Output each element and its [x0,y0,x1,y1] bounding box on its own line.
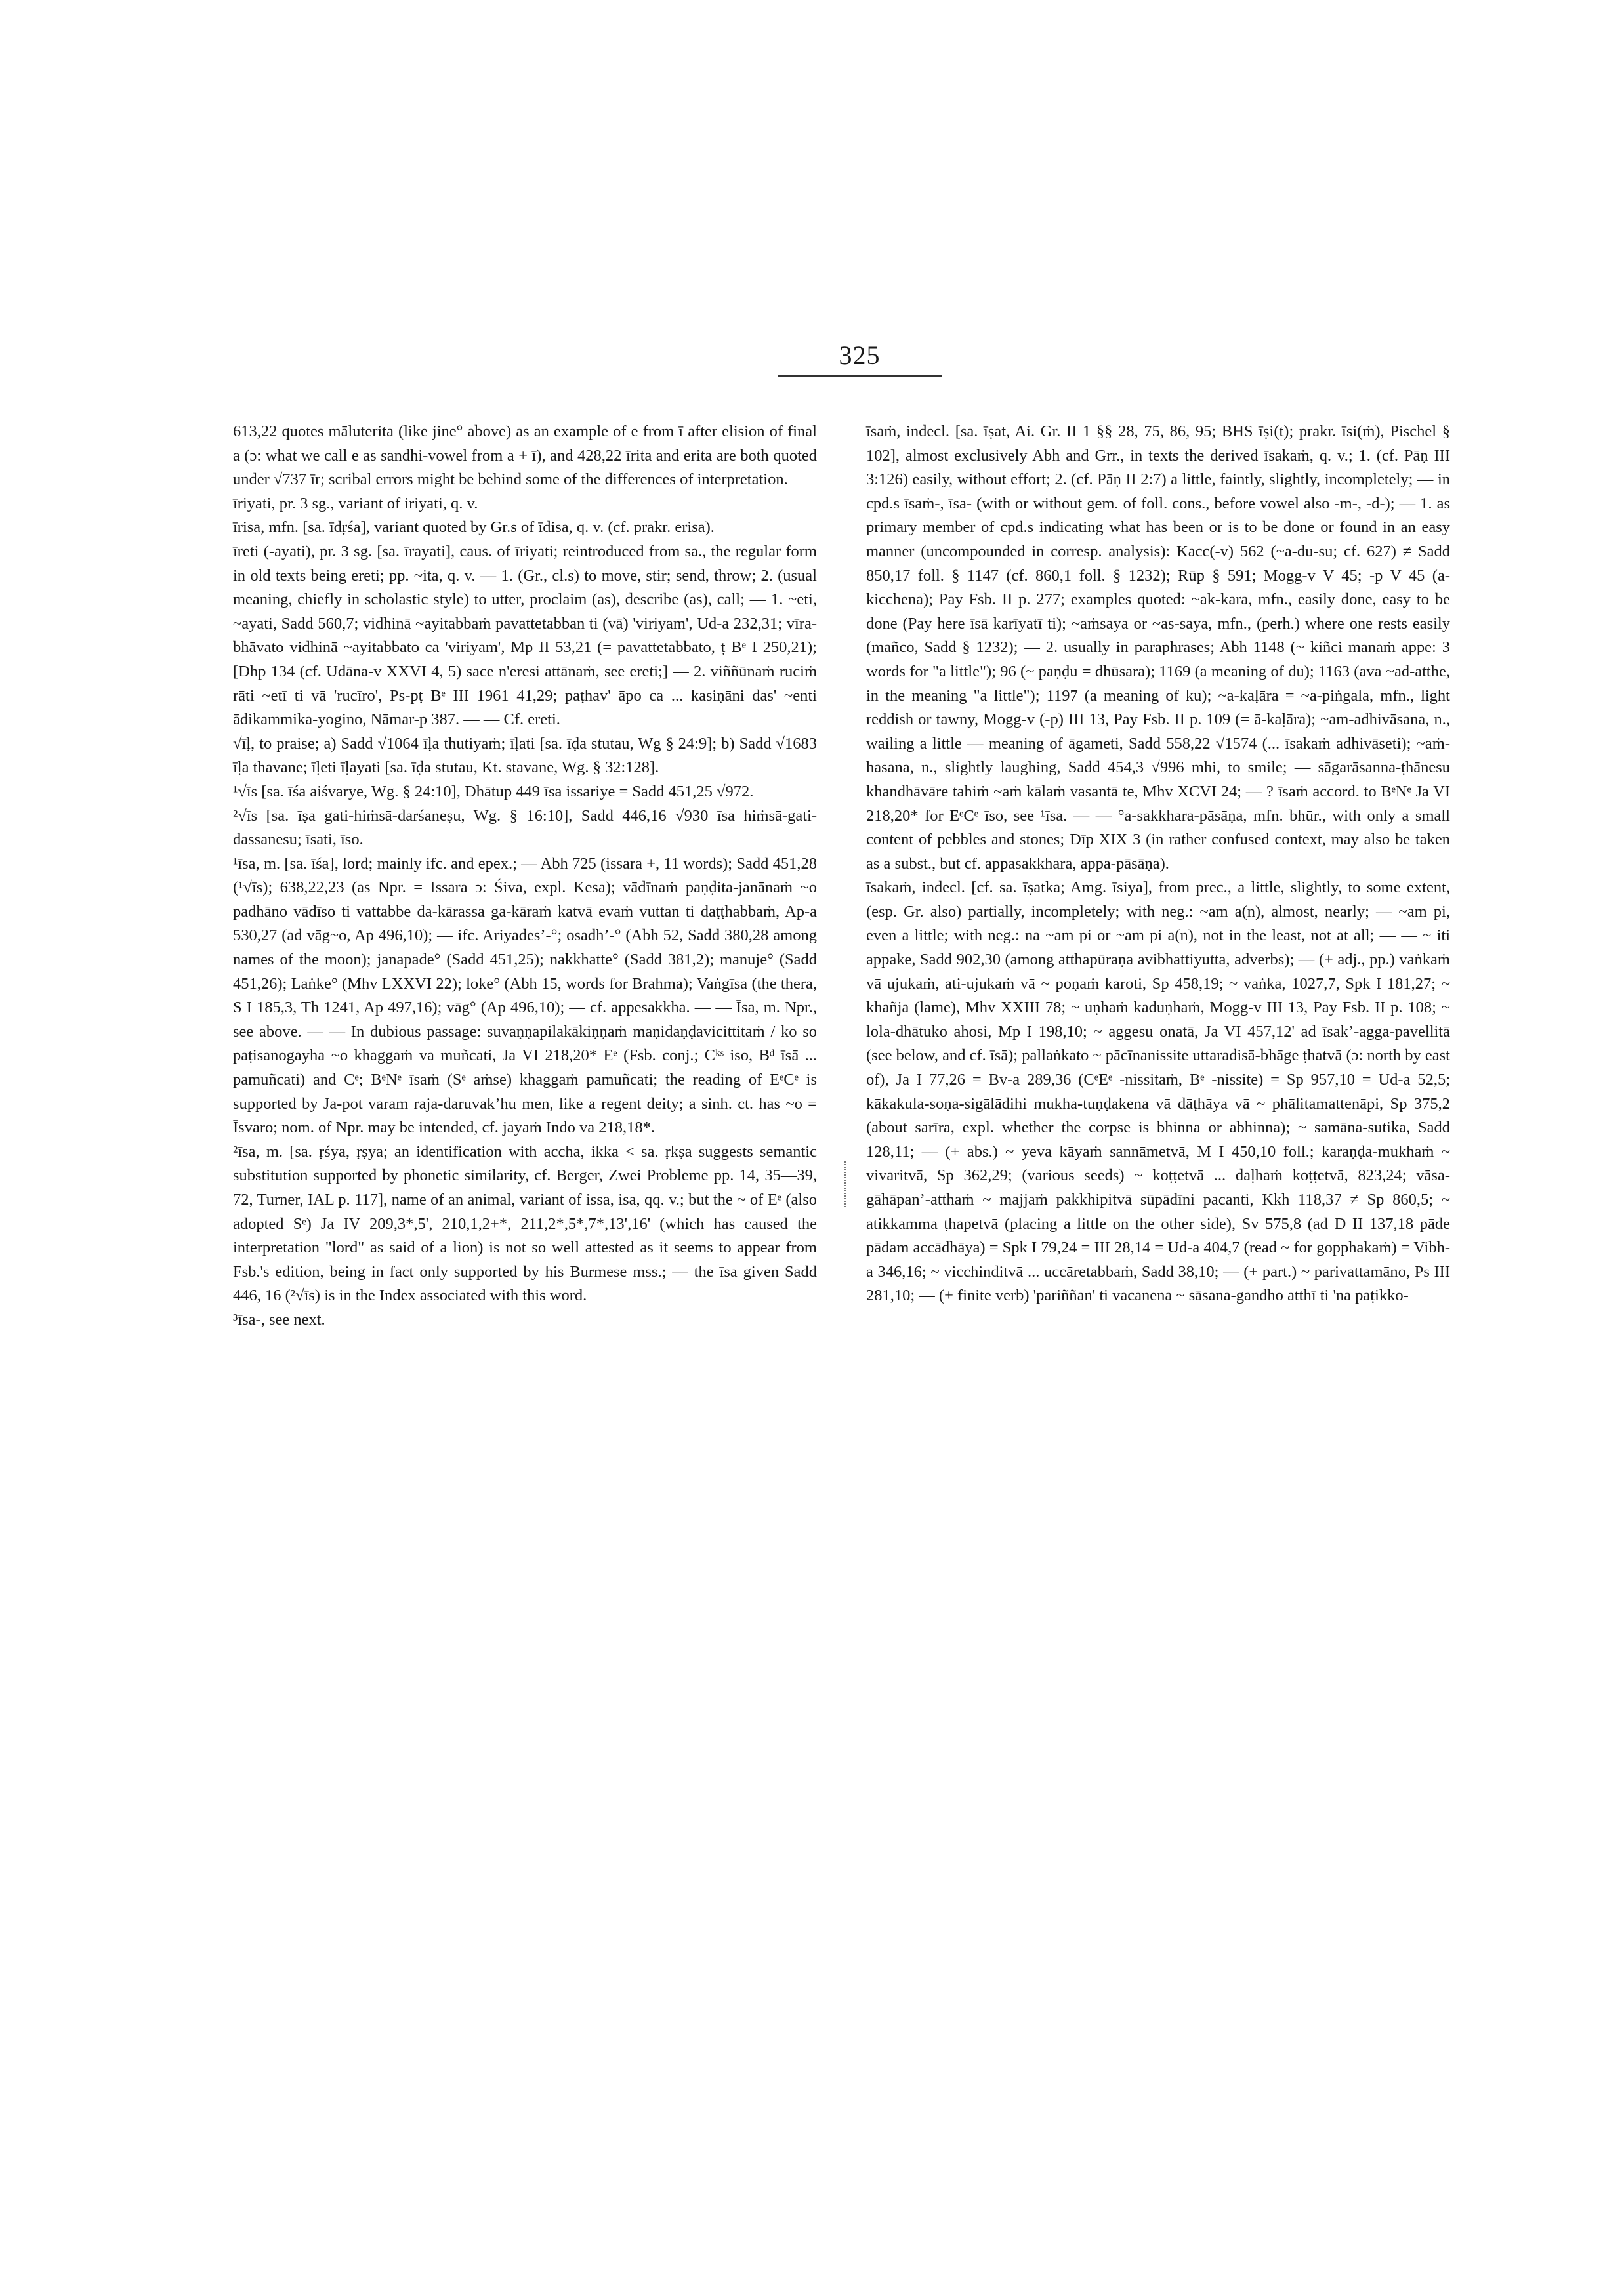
entry-root-is-2: ²√īs [sa. īṣa gati-hiṁsā-darśaneṣu, Wg. § 16:10], Sadd 446,16 √930 īsa hiṁsā-gati-dassanesu; īsati, īso. [233,806,817,849]
entry-root-il: √īḷ, to praise; a) Sadd √1064 īḷa thutiyaṁ; īḷati [sa. īḍa stutau, Wg § 24:9]; b) Sadd √1683 īḷa thavane; īḷeti īḷayati [sa. īḍa stutau, Kt. stavane, Wg. § 32:128]. [233,734,817,777]
entry-isa-2: ²īsa, m. [sa. ṛśya, ṛṣya; an identification with accha, ikka < sa. ṛkṣa suggests semantic substitution supported by phonetic similarity, cf. Berger, Zwei Probleme pp. 14, 35—39, 72, Turner, IAL p. 117], name of an animal, variant of issa, isa, qq. v.; but the ~ of Eᵉ (also adopted Sᵉ) Ja IV 209,3*,5', 210,1,2+*, 211,2*,5*,7*,13',16' (which has caused the interpretation "lord" as said of a lion) is not so well attested as it seems to appear from Fsb.'s edition, being in fact only supported by his Burmese mss.; — the īsa given Sadd 446, 16 (²√īs) is in the Index associated with this word. [233,1142,817,1305]
entry-irisa: īrisa, mfn. [sa. īdṛśa], variant quoted by Gr.s of īdisa, q. v. (cf. prakr. erisa). [233,518,715,537]
right-column [866,420,1450,1308]
entry-isa-3: ³īsa-, see next. [233,1310,325,1329]
entry-root-is-1: ¹√īs [sa. īśa aiśvarye, Wg. § 24:10], Dhātup 449 īsa issariye = Sadd 451,25 √972. [233,782,754,800]
page-number: 325 [839,341,881,370]
entry-iriyati: īriyati, pr. 3 sg., variant of iriyati, q. v. [233,494,478,512]
entry-isam: īsaṁ, indecl. [sa. īṣat, Ai. Gr. II 1 §§ 28, 75, 86, 95; BHS īṣi(t); prakr. īsi(ṁ), Pischel § 102], almost exclusively Abh and Grr., in texts the derived īsakaṁ, q. v.; 1. (cf. Pāṇ III 3:126) easily, without effort; 2. (cf. Pāṇ II 2:7) a little, faintly, slightly, incompletely; — in cpd.s īsaṁ-, īsa- (with or without gem. of foll. cons., before vowel also -m-, -d-); — 1. as primary member of cpd.s indicating what has been or is to be done or found in an easy manner (uncompounded in corresp. analysis): Kacc(-v) 562 (~a-du-su; cf. 627) ≠ Sadd 850,17 foll. § 1147 (cf. 860,1 foll. § 1232); Rūp § 591; Mogg-v V 45; -p V 45 (a-kicchena); Pay Fsb. II p. 277; examples quoted: ~ak-kara, mfn., easily done, easy to be done (Pay here īsā karīyatī ti); ~aṁsaya or ~as-saya, mfn., (perh.) where one rests easily (mañco, Sadd § 1232); — 2. usually in paraphrases; Abh 1148 (~ kiñci manaṁ appe: 3 words for "a little"); 96 (~ paṇḍu = dhūsara); 1169 (a meaning of du); 1163 (ava ~ad-atthe, in the meaning "a little"); 1197 (a meaning of ku); ~a-kaḷāra = ~a-piṅgala, mfn., light reddish or tawny, Mogg-v (-p) III 13, Pay Fsb. II p. 109 (= ā-kaḷāra); ~am-adhivāsana, n., wailing a little — meaning of āgameti, Sadd 558,22 √1574 (... īsakaṁ adhivāseti); ~aṁ-hasana, n., slightly laughing, Sadd 454,3 √996 mhi, to smile; — sāgarāsanna-ṭhānesu khandhāvāre tahiṁ ~aṁ kālaṁ vasantā te, Mhv XCVI 24; — ? īsaṁ accord. to BᵉNᵉ Ja VI 218,20* for EᵉCᵉ īso, see ¹īsa. — — °a-sakkhara-pāsāṇa, mfn. bhūr., with only a small content of pebbles and stones; Dīp XIX 3 (in rather confused context, may also be taken as a subst., but cf. appasakkhara, appa-pāsāṇa). [866,423,1450,873]
entry-ireti: īreti (-ayati), pr. 3 sg. [sa. īrayati], caus. of īriyati; reintroduced from sa., the regular form in old texts being ereti; pp. ~ita, q. v. — 1. (Gr., cl.s) to move, stir; send, throw; 2. (usual meaning, chiefly in scholastic style) to utter, proclaim (as), describe (as), call; — 1. ~eti, ~ayati, Sadd 560,7; vidhinā ~ayitabbaṁ pavattetabban ti (vā) 'viriyam', Ud-a 232,31; vīra-bhāvato vidhinā ~ayitabbato ca 'viriyam', Mp II 53,21 (= pavattetabbato, ṭ Bᵉ I 250,21); [Dhp 134 (cf. Udāna-v XXVI 4, 5) sace n'eresi attānaṁ, see ereti;] — 2. viññūnaṁ ruciṁ rāti ~etī ti vā 'rucīro', Ps-pṭ Bᵉ III 1961 41,29; paṭhav' āpo ca ... kasiṇāni das' ~enti ādikammika-yogino, Nāmar-p 387. — — Cf. ereti. [233,542,817,729]
margin-mark [844,1161,848,1207]
entry-paragraph: 613,22 quotes māluterita (like jine° above) as an example of e from ī after elision of final a (ɔ: what we call e as sandhi-vowel from a + ī), and 428,22 īrita and erita are both quoted under √737 īr; scribal errors might be behind some of the differences of interpretation. [233,423,817,489]
left-column [233,420,817,1333]
entry-isa-1: ¹īsa, m. [sa. īśa], lord; mainly ifc. and epex.; — Abh 725 (issara +, 11 words); Sadd 451,28 (¹√īs); 638,22,23 (as Npr. = Issara ɔ: Śiva, expl. Kesa); vādīnaṁ paṇḍita-janānaṁ ~o padhāno vādīso ti vattabbe da-kārassa ga-kāraṁ katvā evaṁ vuttan ti daṭṭhabbaṁ, Ap-a 530,27 (ad vāg~o, Ap 496,10); — ifc. Ariyadesʼ-°; osadhʼ-° (Abh 52, Sadd 380,28 among names of the moon); janapade° (Sadd 451,25); nakkhatte° (Sadd 381,2); manuje° (Sadd 451,26); Laṅke° (Mhv LXXVI 22); loke° (Abh 15, words for Brahma); Vaṅgīsa (the thera, S I 185,3, Th 1241, Ap 497,16); vāg° (Ap 496,10); — cf. appesakkha. — — Īsa, m. Npr., see above. — — In dubious passage: suvaṇṇapilakākiṇṇaṁ maṇidaṇḍavicittitaṁ / ko so paṭisanogayha ~o khaggaṁ va muñcati, Ja VI 218,20* Eᵉ (Fsb. conj.; Cᵏˢ iso, Bᵈ īsā ... pamuñcati) and Cᵉ; BᵉNᵉ īsaṁ (Sᵉ aṁse) khaggaṁ pamuñcati; the reading of EᵉCᵉ is supported by Ja-pot varam raja-daruvakʼhu men, like a regent deity; a sinh. ct. has ~o = Īsvaro; nom. of Npr. may be intended, cf. jayaṁ Indo va 218,18*. [233,854,817,1137]
page-number-rule [778,375,942,377]
entry-isakam: īsakaṁ, indecl. [cf. sa. īṣatka; Amg. īsiya], from prec., a little, slightly, to some extent, (esp. Gr. also) partially, incompletely; with neg.: ~am a(n), almost, nearly; — ~am pi, even a little; with neg.: na ~am pi or ~am pi a(n), not in the least, not at all; — — ~ iti appake, Sadd 902,30 (among atthapūraṇa avibhattiyutta, adverbs); — (+ adj., pp.) vaṅkaṁ vā ujukaṁ, ati-ujukaṁ vā ~ poṇaṁ karoti, Sp 458,19; ~ vaṅka, 1027,7, Spk I 181,27; ~ khañja (lame), Mhv XXIII 78; ~ uṇhaṁ kaduṇhaṁ, Mogg-v III 13, Pay Fsb. II p. 108; ~ lola-dhātuko ahosi, Mp I 198,10; ~ aggesu onatā, Ja VI 457,12' ad īsakʼ-agga-pavellitā (see below, and cf. īsā); pallaṅkato ~ pācīnanissite uttaradisā-bhāge ṭhatvā (ɔ: north by east of), Ja I 77,26 = Bv-a 289,36 (CᵉEᵉ -nissitaṁ, Bᵉ -nissite) = Sp 957,10 = Ud-a 52,5; kākakula-soṇa-sigālādihi mukha-tuṇḍakena vā dāṭhāya vā ~ phālitamattenāpi, Sp 375,2 (about sarīra, expl. whether the corpse is bhinna or abhinna); ~ samāna-sutika, Sadd 128,11; — (+ abs.) ~ yeva kāyaṁ sannāmetvā, M I 450,10 foll.; karaṇḍa-mukhaṁ ~ vivaritvā, Sp 362,29; (various seeds) ~ koṭṭetvā ... daḷhaṁ koṭṭetvā, 823,24; vāsa-gāhāpanʼ-atthaṁ ~ majjaṁ pakkhipitvā sūpādīni pacanti, Kkh 118,37 ≠ Sp 860,5; ~ atikkamma ṭhapetvā (placing a little on the other side), Sv 575,8 (ad D II 137,18 pāde pādam accādhāya) = Spk I 79,24 = III 28,14 = Ud-a 404,7 (read ~ for gopphakaṁ) = Vibh-a 346,16; ~ vicchinditvā ... uccāretabbaṁ, Sadd 38,10; — (+ part.) ~ parivattamāno, Ps III 281,10; — (+ finite verb) 'pariññan' ti vacanena ~ sāsana-gandho atthī ti 'na paṭikko- [866,879,1450,1305]
